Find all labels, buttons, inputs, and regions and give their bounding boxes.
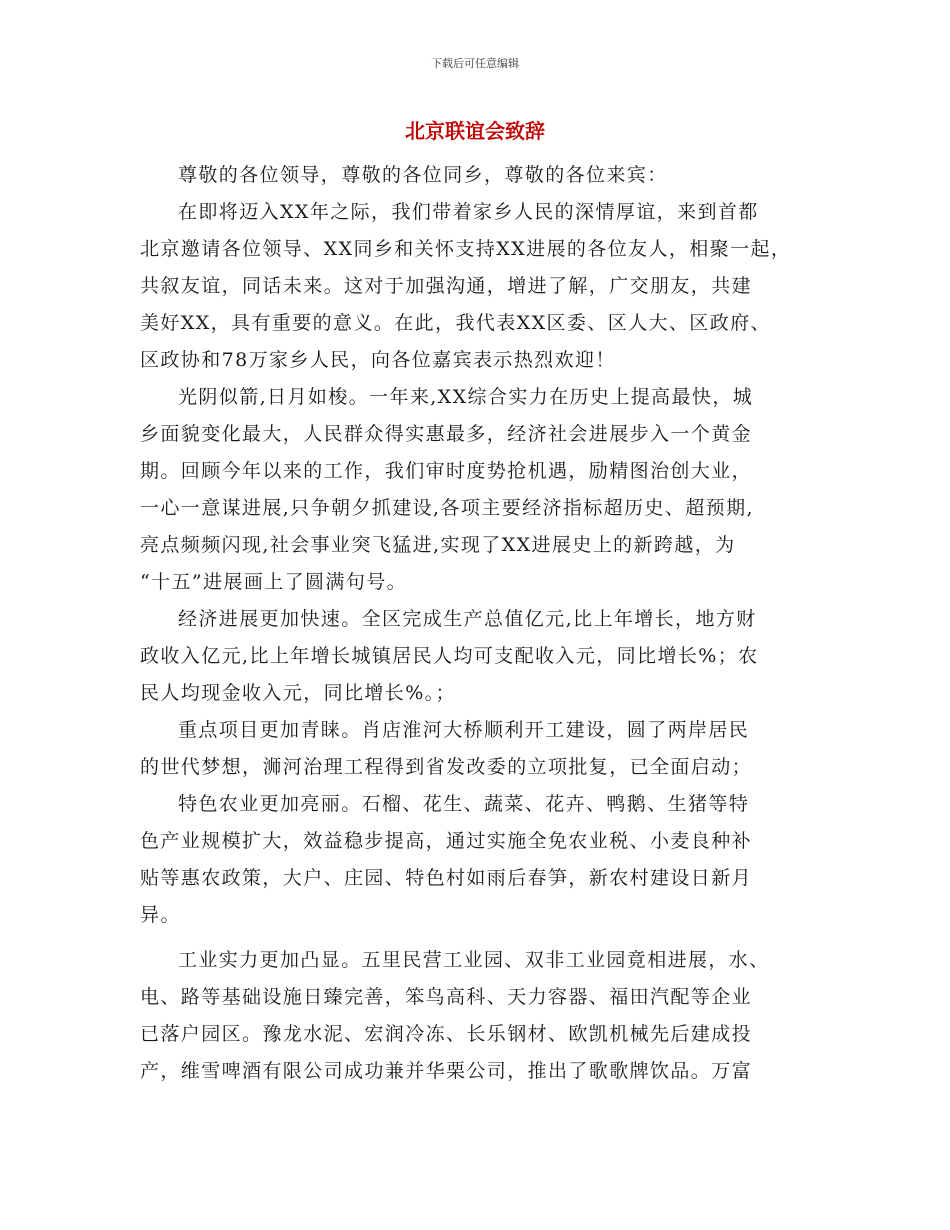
paragraph-line: 共叙友谊，同话未来。这对于加强沟通，增进了解，广交朋友，共建	[140, 275, 753, 297]
paragraph-line: 北京邀请各位领导、XX同乡和关怀支持XX进展的各位友人，相聚一起，	[140, 238, 792, 260]
paragraph-line: 区政协和78万家乡人民，向各位嘉宾表示热烈欢迎！	[140, 349, 616, 371]
paragraph	[140, 157, 810, 194]
paragraph-line: 光阴似箭,日月如梭。一年来,XX综合实力在历史上提高最快，城	[178, 386, 754, 408]
paragraph-line: 异。	[140, 904, 181, 926]
document-title: 北京联谊会致辞	[405, 119, 545, 143]
paragraph-line: 产，维雪啤酒有限公司成功兼并华栗公司，推出了歌歌牌饮品。万富	[140, 1060, 753, 1082]
paragraph-line: 特色农业更加亮丽。石榴、花生、蔬菜、花卉、鸭鹅、生猪等特	[178, 793, 750, 815]
paragraph-line: 尊敬的各位领导，尊敬的各位同乡，尊敬的各位来宾：	[178, 164, 668, 186]
paragraph-line: 期。回顾今年以来的工作，我们审时度势抢机遇，励精图治创大业，	[140, 460, 753, 482]
paragraph-line: 电、路等基础设施日臻完善，笨鸟高科、天力容器、福田汽配等企业	[140, 986, 753, 1008]
paragraph-line: 美好XX，具有重要的意义。在此，我代表XX区委、区人大、区政府、	[140, 312, 771, 334]
paragraph-line: 政收入亿元,比上年增长城镇居民人均可支配收入元，同比增长%；农	[140, 645, 759, 667]
paragraph	[140, 601, 810, 712]
paragraph-line: 一心一意谋进展,只争朝夕抓建设,各项主要经济指标超历史、超预期,	[140, 497, 754, 519]
paragraph-line: 已落户园区。豫龙水泥、宏润冷冻、长乐钢材、欧凯机械先后建成投	[140, 1023, 753, 1045]
paragraph-line: 经济进展更加快速。全区完成生产总值亿元,比上年增长，地方财	[178, 608, 757, 630]
document-body	[140, 157, 810, 1090]
paragraph	[140, 379, 810, 601]
paragraph-gap	[140, 934, 810, 942]
paragraph-line: 在即将迈入XX年之际，我们带着家乡人民的深情厚谊，来到首都	[178, 201, 759, 223]
paragraph-line: 亮点频频闪现,社会事业突飞猛进,实现了XX进展史上的新跨越，为	[140, 534, 736, 556]
paragraph	[140, 786, 810, 934]
paragraph-line: 贴等惠农政策，大户、庄园、特色村如雨后春笋，新农村建设日新月	[140, 867, 753, 889]
paragraph	[140, 712, 810, 786]
paragraph-line: 色产业规模扩大，效益稳步提高，通过实施全免农业税、小麦良种补	[140, 830, 753, 852]
paragraph-line: 的世代梦想，浉河治理工程得到省发改委的立项批复，已全面启动；	[140, 756, 753, 778]
paragraph-line: “十五”进展画上了圆满句号。	[140, 571, 408, 593]
paragraph	[140, 194, 810, 379]
page-header: 下载后可任意编辑	[431, 57, 519, 70]
paragraph-line: 工业实力更加凸显。五里民营工业园、双非工业园竟相进展，水、	[178, 949, 770, 971]
paragraph-line: 乡面貌变化最大，人民群众得实惠最多，经济社会进展步入一个黄金	[140, 423, 753, 445]
paragraph-line: 民人均现金收入元，同比增长%。；	[140, 682, 456, 704]
paragraph-line: 重点项目更加青睐。肖店淮河大桥顺利开工建设，圆了两岸居民	[178, 719, 750, 741]
paragraph	[140, 942, 810, 1090]
